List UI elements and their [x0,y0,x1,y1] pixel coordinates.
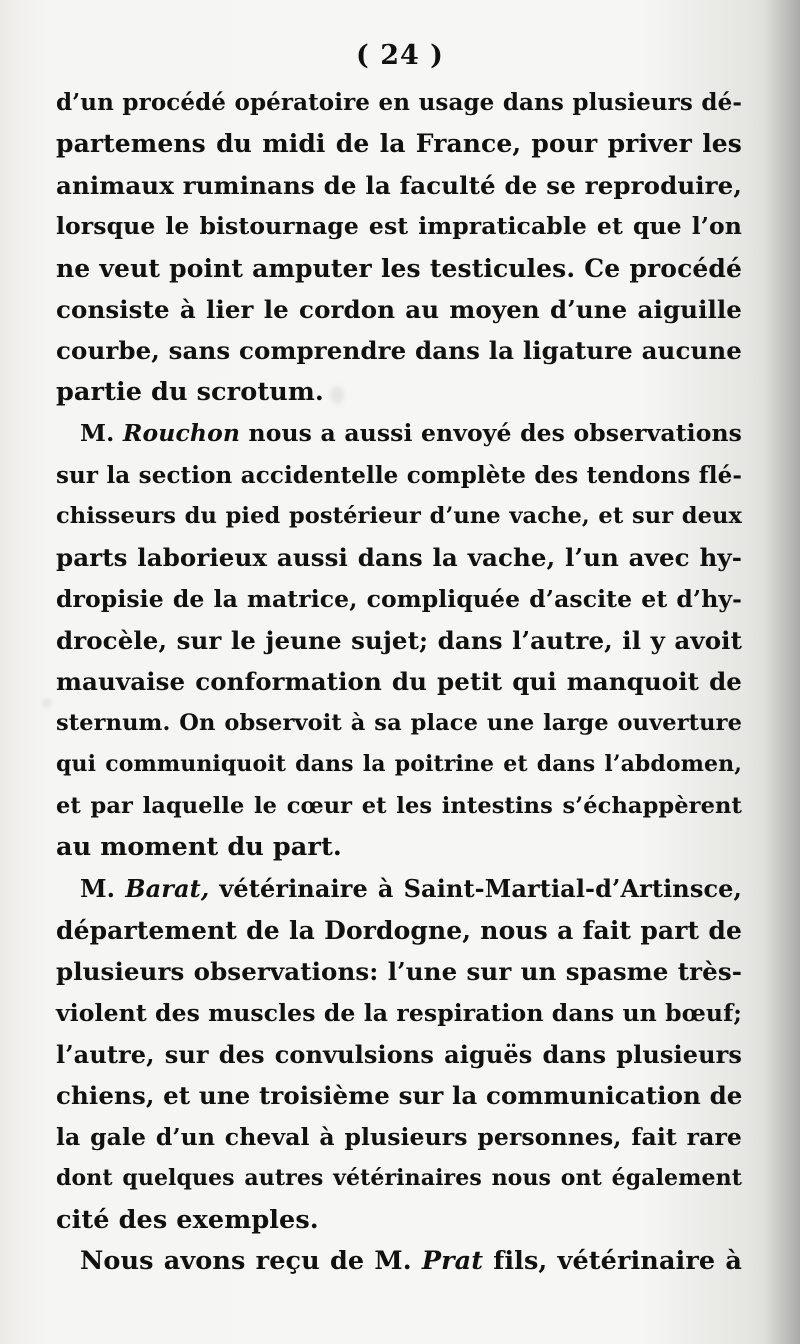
ink-smudge [42,698,52,708]
text-span: nous a aussi envoyé des observations [240,419,742,448]
text-line: d’un procédé opératoire en usage dans plusieurs dé- [56,89,742,116]
text-line: consiste à lier le cordon au moyen d’une aiguille [56,294,742,324]
text-line: et par laquelle le cœur et les intestins s’échappèrent [56,792,742,819]
text-line: ne veut point amputer les testicules. Ce procédé [56,253,742,283]
text-span: vétérinaire à Saint-Martial-d’Artinsce, [209,874,743,904]
text-line: cité des exemples. [56,1204,319,1235]
text-line: sur la section accidentelle complète des tendons flé- [56,461,742,489]
text-span: M. [80,419,123,448]
text-line: courbe, sans comprendre dans la ligature aucune [56,336,742,366]
text-line: dont quelques autres vétérinaires nous ont également [56,1165,742,1192]
page-edge-shadow [764,0,800,1344]
text-line: drocèle, sur le jeune sujet; dans l’autre, il y avoit [56,626,742,656]
text-line: animaux ruminans de la faculté de se reproduire, [56,170,742,200]
text-line: l’autre, sur des convulsions aiguës dans plusieurs [56,1039,742,1069]
text-line: la gale d’un cheval à plusieurs personnes, fait rare [56,1122,742,1151]
text-span: M. [80,874,126,904]
text-line: dropisie de la matrice, compliquée d’ascite et d’hy- [56,584,742,613]
text-line: lorsque le bistournage est impraticable et que l’on [56,212,742,241]
text-line: au moment du part. [56,832,342,863]
paragraph-first-line [56,1241,742,1282]
text-line: chisseurs du pied postérieur d’une vache, et sur deux [56,502,742,529]
text-span: Nous avons reçu de M. [80,1245,422,1276]
text-line: plusieurs observations: l’une sur un spasme très- [56,957,742,987]
text-line: partemens du midi de la France, pour priver les [56,129,742,159]
person-name: Barat, [125,874,210,904]
person-name: Prat [421,1245,484,1276]
text-line: chiens, et une troisième sur la communication de [56,1081,743,1111]
text-line: mauvaise conformation du petit qui manquoit de [56,667,742,697]
paragraph-first-line [56,413,742,454]
text-line: sternum. On observoit à sa place une large ouverture [56,709,742,736]
text-line: parts laborieux aussi dans la vache, l’un avec hy- [56,543,742,573]
paragraph-first-line [56,868,742,909]
text-line: qui communiquoit dans la poitrine et dans l’abdomen, [56,751,742,778]
text-line: partie du scrotum. [56,376,324,407]
body-text [56,82,742,1282]
text-line: département de la Dordogne, nous a fait part de [56,915,742,945]
text-span: fils, vétérinaire à [483,1245,742,1276]
person-name: Rouchon [122,419,241,448]
text-line: violent des muscles de la respiration dans un bœuf; [56,998,743,1027]
page-number: ( 24 ) [356,40,444,71]
